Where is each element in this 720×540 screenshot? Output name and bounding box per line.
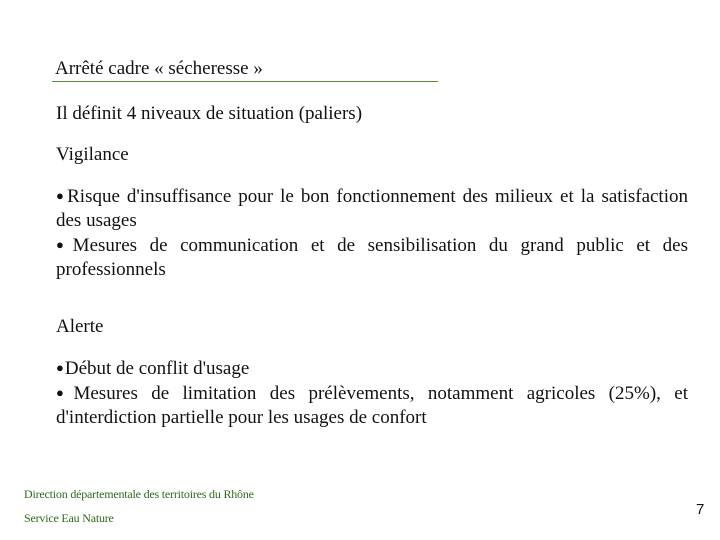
list-item: ●Mesures de limitation des prélèvements, notamment agricoles (25%), et d'interdiction partielle pour les usages de confort xyxy=(56,383,688,428)
list-item: ●Mesures de communication et de sensibilisation du grand public et des professionnels xyxy=(56,235,688,280)
list-item: ●Risque d'insuffisance pour le bon fonctionnement des milieux et la satisfaction des usages xyxy=(56,186,688,231)
page-number: 7 xyxy=(696,501,705,518)
footer-service: Service Eau Nature xyxy=(24,511,114,525)
bullet-icon: ● xyxy=(56,188,67,203)
page-title: Arrêté cadre « sécheresse » xyxy=(55,58,263,79)
list-item: ●Début de conflit d'usage xyxy=(56,358,250,379)
vigilance-bullets xyxy=(56,184,688,282)
section-heading-alerte: Alerte xyxy=(56,316,104,337)
bullet-icon: ● xyxy=(56,237,72,252)
bullet-icon: ● xyxy=(56,360,64,375)
footer-organization: Direction départementale des territoires du Rhône xyxy=(24,487,254,501)
bullet-icon: ● xyxy=(56,385,73,400)
intro-text: Il définit 4 niveaux de situation (paliers) xyxy=(56,103,363,124)
title-block xyxy=(52,58,438,82)
alerte-bullets xyxy=(56,356,688,430)
section-heading-vigilance: Vigilance xyxy=(56,144,129,165)
